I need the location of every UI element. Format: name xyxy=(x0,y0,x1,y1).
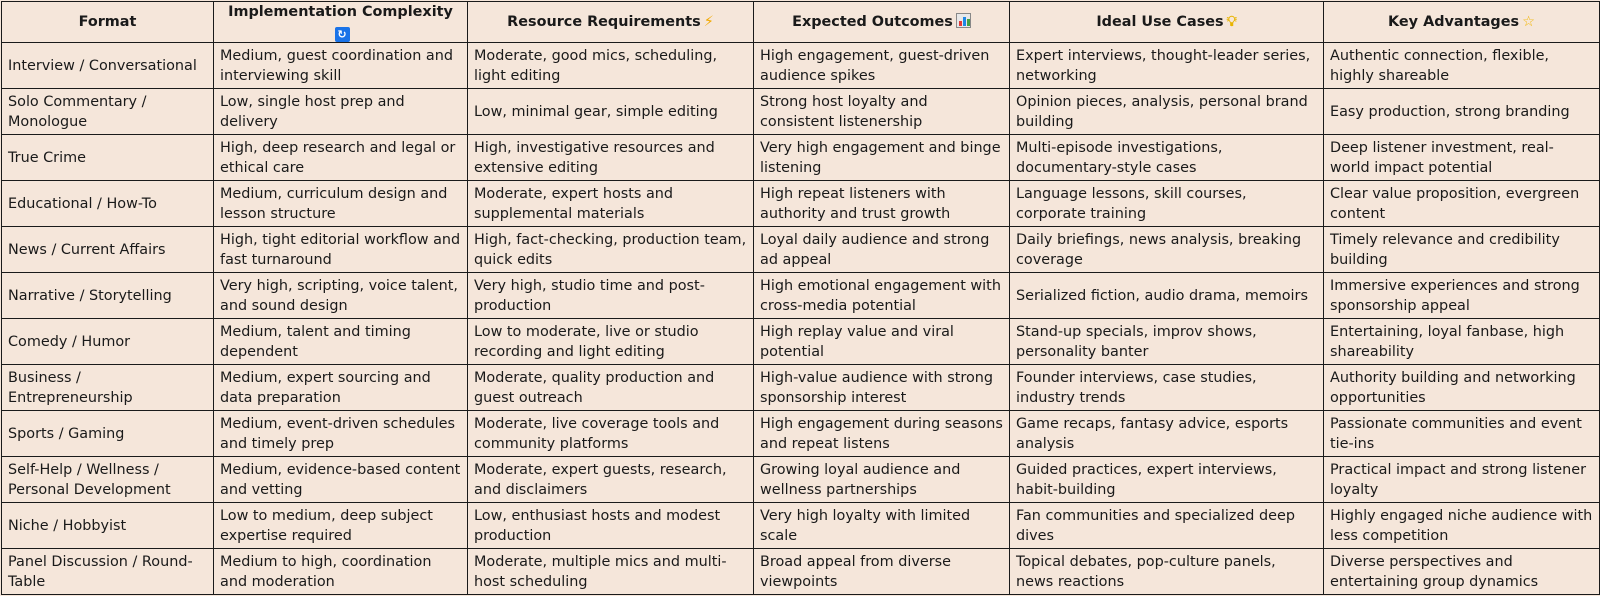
table-row xyxy=(2,181,1600,227)
cell-expected-outcomes: High replay value and viral potential xyxy=(754,319,1010,365)
cell-ideal-use-cases: Game recaps, fantasy advice, esports analysis xyxy=(1010,411,1324,457)
cell-implementation-complexity: Low, single host prep and delivery xyxy=(214,89,468,135)
podcast-format-table xyxy=(1,1,1600,595)
table-row xyxy=(2,503,1600,549)
cell-ideal-use-cases: Guided practices, expert interviews, habit-building xyxy=(1010,457,1324,503)
cell-expected-outcomes: Loyal daily audience and strong ad appeal xyxy=(754,227,1010,273)
cell-format: Niche / Hobbyist xyxy=(2,503,214,549)
cell-implementation-complexity: High, deep research and legal or ethical care xyxy=(214,135,468,181)
table-body xyxy=(2,43,1600,595)
cell-ideal-use-cases: Opinion pieces, analysis, personal brand building xyxy=(1010,89,1324,135)
cell-ideal-use-cases: Stand-up specials, improv shows, personality banter xyxy=(1010,319,1324,365)
table-row xyxy=(2,457,1600,503)
cell-resource-requirements: Low to moderate, live or studio recording and light editing xyxy=(468,319,754,365)
table-row xyxy=(2,135,1600,181)
cell-implementation-complexity: Low to medium, deep subject expertise required xyxy=(214,503,468,549)
cell-resource-requirements: High, fact-checking, production team, quick edits xyxy=(468,227,754,273)
cell-ideal-use-cases: Fan communities and specialized deep dives xyxy=(1010,503,1324,549)
header-format: Format xyxy=(2,2,214,43)
cell-format: Sports / Gaming xyxy=(2,411,214,457)
header-implementation-complexity: Implementation Complexity↻ xyxy=(214,2,468,43)
cell-implementation-complexity: Medium, talent and timing dependent xyxy=(214,319,468,365)
cell-key-advantages: Practical impact and strong listener loyalty xyxy=(1324,457,1600,503)
cell-ideal-use-cases: Multi-episode investigations, documentary-style cases xyxy=(1010,135,1324,181)
table-row xyxy=(2,43,1600,89)
cell-implementation-complexity: Medium, evidence-based content and vetting xyxy=(214,457,468,503)
cell-resource-requirements: Moderate, expert guests, research, and disclaimers xyxy=(468,457,754,503)
cell-resource-requirements: Very high, studio time and post-production xyxy=(468,273,754,319)
cell-ideal-use-cases: Serialized fiction, audio drama, memoirs xyxy=(1010,273,1324,319)
header-row xyxy=(2,2,1600,43)
cell-expected-outcomes: High emotional engagement with cross-media potential xyxy=(754,273,1010,319)
table-row xyxy=(2,365,1600,411)
cell-resource-requirements: Moderate, multiple mics and multi-host scheduling xyxy=(468,549,754,595)
cell-key-advantages: Timely relevance and credibility building xyxy=(1324,227,1600,273)
header-expected-outcomes: Expected Outcomes xyxy=(754,2,1010,43)
cell-key-advantages: Diverse perspectives and entertaining group dynamics xyxy=(1324,549,1600,595)
cell-format: Business / Entrepreneurship xyxy=(2,365,214,411)
cell-resource-requirements: Low, minimal gear, simple editing xyxy=(468,89,754,135)
cell-format: Educational / How-To xyxy=(2,181,214,227)
cell-ideal-use-cases: Language lessons, skill courses, corporate training xyxy=(1010,181,1324,227)
cell-key-advantages: Authentic connection, flexible, highly shareable xyxy=(1324,43,1600,89)
cell-format: News / Current Affairs xyxy=(2,227,214,273)
lightbulb-icon: 💡︎ xyxy=(1226,14,1237,30)
cell-implementation-complexity: Medium, curriculum design and lesson structure xyxy=(214,181,468,227)
star-icon: ☆ xyxy=(1522,14,1535,30)
header-key-advantages: Key Advantages ☆ xyxy=(1324,2,1600,43)
cell-key-advantages: Entertaining, loyal fanbase, high shareability xyxy=(1324,319,1600,365)
cell-expected-outcomes: Broad appeal from diverse viewpoints xyxy=(754,549,1010,595)
cell-implementation-complexity: Medium, expert sourcing and data preparation xyxy=(214,365,468,411)
cell-key-advantages: Clear value proposition, evergreen content xyxy=(1324,181,1600,227)
cell-implementation-complexity: Very high, scripting, voice talent, and sound design xyxy=(214,273,468,319)
cell-format: Comedy / Humor xyxy=(2,319,214,365)
table-row xyxy=(2,273,1600,319)
bar-chart-icon xyxy=(956,13,971,28)
cell-key-advantages: Easy production, strong branding xyxy=(1324,89,1600,135)
cell-implementation-complexity: Medium to high, coordination and moderation xyxy=(214,549,468,595)
cell-resource-requirements: Moderate, quality production and guest outreach xyxy=(468,365,754,411)
table-row xyxy=(2,319,1600,365)
cell-expected-outcomes: High engagement during seasons and repeat listens xyxy=(754,411,1010,457)
cell-format: Narrative / Storytelling xyxy=(2,273,214,319)
cell-ideal-use-cases: Topical debates, pop-culture panels, news reactions xyxy=(1010,549,1324,595)
cell-implementation-complexity: Medium, guest coordination and interviewing skill xyxy=(214,43,468,89)
cell-format: Panel Discussion / Round-Table xyxy=(2,549,214,595)
cell-key-advantages: Immersive experiences and strong sponsorship appeal xyxy=(1324,273,1600,319)
table-row xyxy=(2,549,1600,595)
cell-resource-requirements: Moderate, good mics, scheduling, light editing xyxy=(468,43,754,89)
cell-resource-requirements: High, investigative resources and extensive editing xyxy=(468,135,754,181)
cell-format: True Crime xyxy=(2,135,214,181)
cell-resource-requirements: Moderate, live coverage tools and community platforms xyxy=(468,411,754,457)
sync-icon: ↻ xyxy=(335,27,350,42)
cell-key-advantages: Highly engaged niche audience with less competition xyxy=(1324,503,1600,549)
cell-resource-requirements: Low, enthusiast hosts and modest production xyxy=(468,503,754,549)
cell-ideal-use-cases: Daily briefings, news analysis, breaking coverage xyxy=(1010,227,1324,273)
cell-implementation-complexity: Medium, event-driven schedules and timely prep xyxy=(214,411,468,457)
cell-expected-outcomes: Very high loyalty with limited scale xyxy=(754,503,1010,549)
cell-key-advantages: Authority building and networking opportunities xyxy=(1324,365,1600,411)
cell-key-advantages: Deep listener investment, real-world impact potential xyxy=(1324,135,1600,181)
cell-format: Interview / Conversational xyxy=(2,43,214,89)
cell-expected-outcomes: Growing loyal audience and wellness partnerships xyxy=(754,457,1010,503)
cell-ideal-use-cases: Expert interviews, thought-leader series, networking xyxy=(1010,43,1324,89)
cell-resource-requirements: Moderate, expert hosts and supplemental materials xyxy=(468,181,754,227)
table-row xyxy=(2,89,1600,135)
cell-implementation-complexity: High, tight editorial workflow and fast turnaround xyxy=(214,227,468,273)
header-ideal-use-cases: Ideal Use Cases 💡︎ xyxy=(1010,2,1324,43)
cell-expected-outcomes: High-value audience with strong sponsorship interest xyxy=(754,365,1010,411)
cell-key-advantages: Passionate communities and event tie-ins xyxy=(1324,411,1600,457)
lightning-icon: ⚡︎ xyxy=(703,14,714,30)
header-resource-requirements: Resource Requirements ⚡︎ xyxy=(468,2,754,43)
cell-format: Solo Commentary / Monologue xyxy=(2,89,214,135)
cell-expected-outcomes: High engagement, guest-driven audience spikes xyxy=(754,43,1010,89)
cell-ideal-use-cases: Founder interviews, case studies, industry trends xyxy=(1010,365,1324,411)
table-row xyxy=(2,227,1600,273)
table-row xyxy=(2,411,1600,457)
cell-format: Self-Help / Wellness / Personal Development xyxy=(2,457,214,503)
cell-expected-outcomes: Very high engagement and binge listening xyxy=(754,135,1010,181)
cell-expected-outcomes: High repeat listeners with authority and trust growth xyxy=(754,181,1010,227)
cell-expected-outcomes: Strong host loyalty and consistent listenership xyxy=(754,89,1010,135)
